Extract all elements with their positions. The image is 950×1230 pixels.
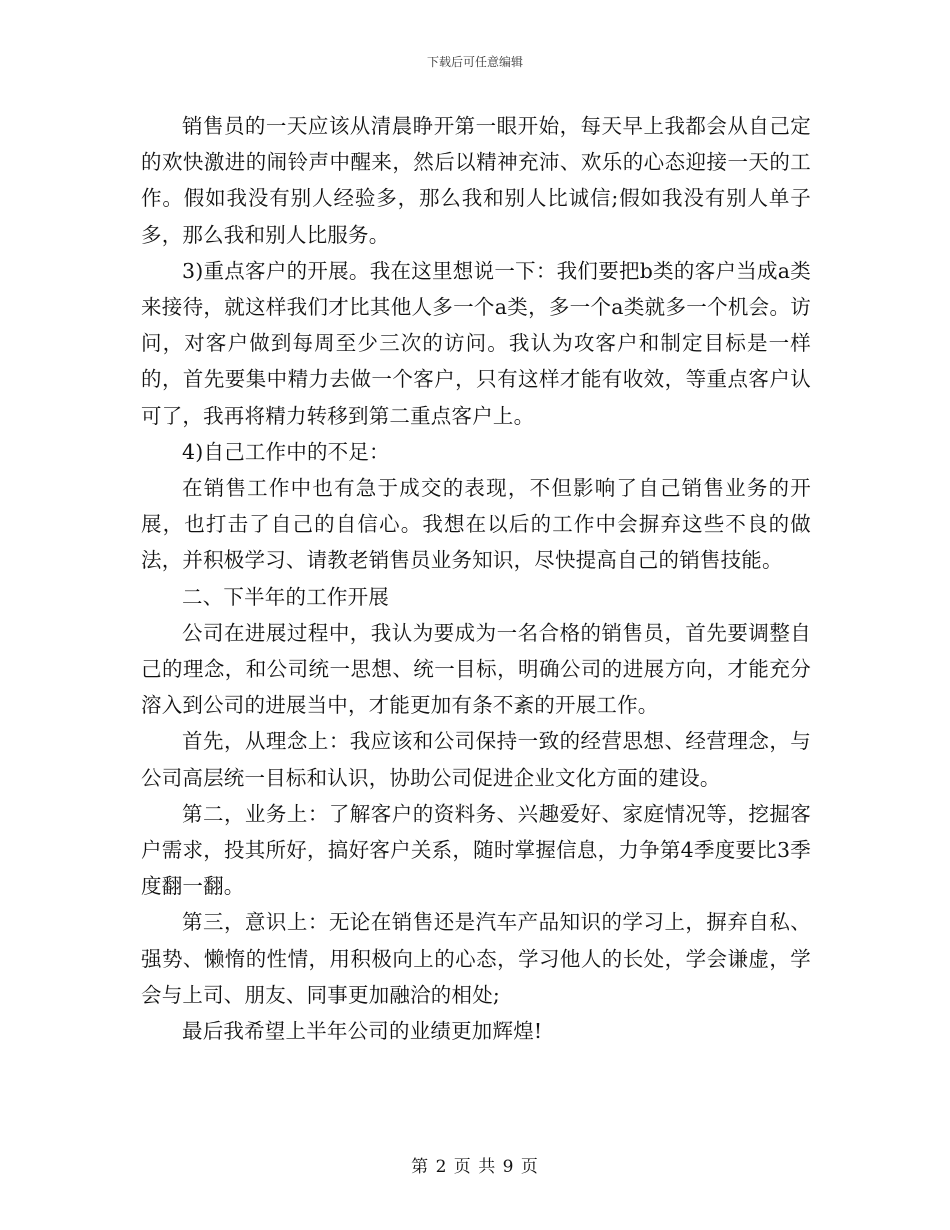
paragraph: 在销售工作中也有急于成交的表现，不但影响了自己销售业务的开展，也打击了自己的自信心。我想在以后的工作中会摒弃这些不良的做法，并积极学习、请教老销售员业务知识，尽快提高自己的销售技能。 [141, 476, 811, 573]
page-number-footer: 第 2 页 共 9 页 [411, 1157, 539, 1177]
page-header: 下载后可任意编辑 [426, 55, 523, 69]
paragraph: 公司在进展过程中，我认为要成为一名合格的销售员，首先要调整自己的理念，和公司统一思想、统一目标，明确公司的进展方向，才能充分溶入到公司的进展当中，才能更加有条不紊的开展工作。 [141, 620, 811, 718]
paragraph-heading: 4)自己工作中的不足： [182, 439, 390, 464]
paragraph: 第二，业务上：了解客户的资料务、兴趣爱好、家庭情况等，挖掘客户需求，投其所好，搞好客户关系，随时掌握信息，力争第4季度要比3季度翻一翻。 [141, 801, 811, 899]
section-heading: 二、下半年的工作开展 [182, 584, 389, 609]
paragraph: 3)重点客户的开展。我在这里想说一下：我们要把b类的客户当成a类来接待，就这样我们才比其他人多一个a类，多一个a类就多一个机会。访问，对客户做到每周至少三次的访问。我认为攻客户和制定目标是一样的，首先要集中精力去做一个客户，只有这样才能有收效，等重点客户认可了，我再将精力转移到第二重点客户上。 [141, 258, 811, 428]
paragraph: 销售员的一天应该从清晨睁开第一眼开始，每天早上我都会从自己定的欢快激进的闹铃声中醒来，然后以精神充沛、欢乐的心态迎接一天的工作。假如我没有别人经验多，那么我和别人比诚信;假如我没有别人单子多，那么我和别人比服务。 [141, 114, 811, 247]
paragraph: 最后我希望上半年公司的业绩更加辉煌! [182, 1019, 543, 1044]
document-body [141, 108, 811, 1049]
paragraph: 第三，意识上：无论在销售还是汽车产品知识的学习上，摒弃自私、强势、懒惰的性情，用积极向上的心态，学习他人的长处，学会谦虚，学会与上司、朋友、同事更加融洽的相处; [141, 910, 811, 1007]
paragraph: 首先，从理念上：我应该和公司保持一致的经营思想、经营理念，与公司高层统一目标和认识，协助公司促进企业文化方面的建设。 [141, 729, 811, 790]
